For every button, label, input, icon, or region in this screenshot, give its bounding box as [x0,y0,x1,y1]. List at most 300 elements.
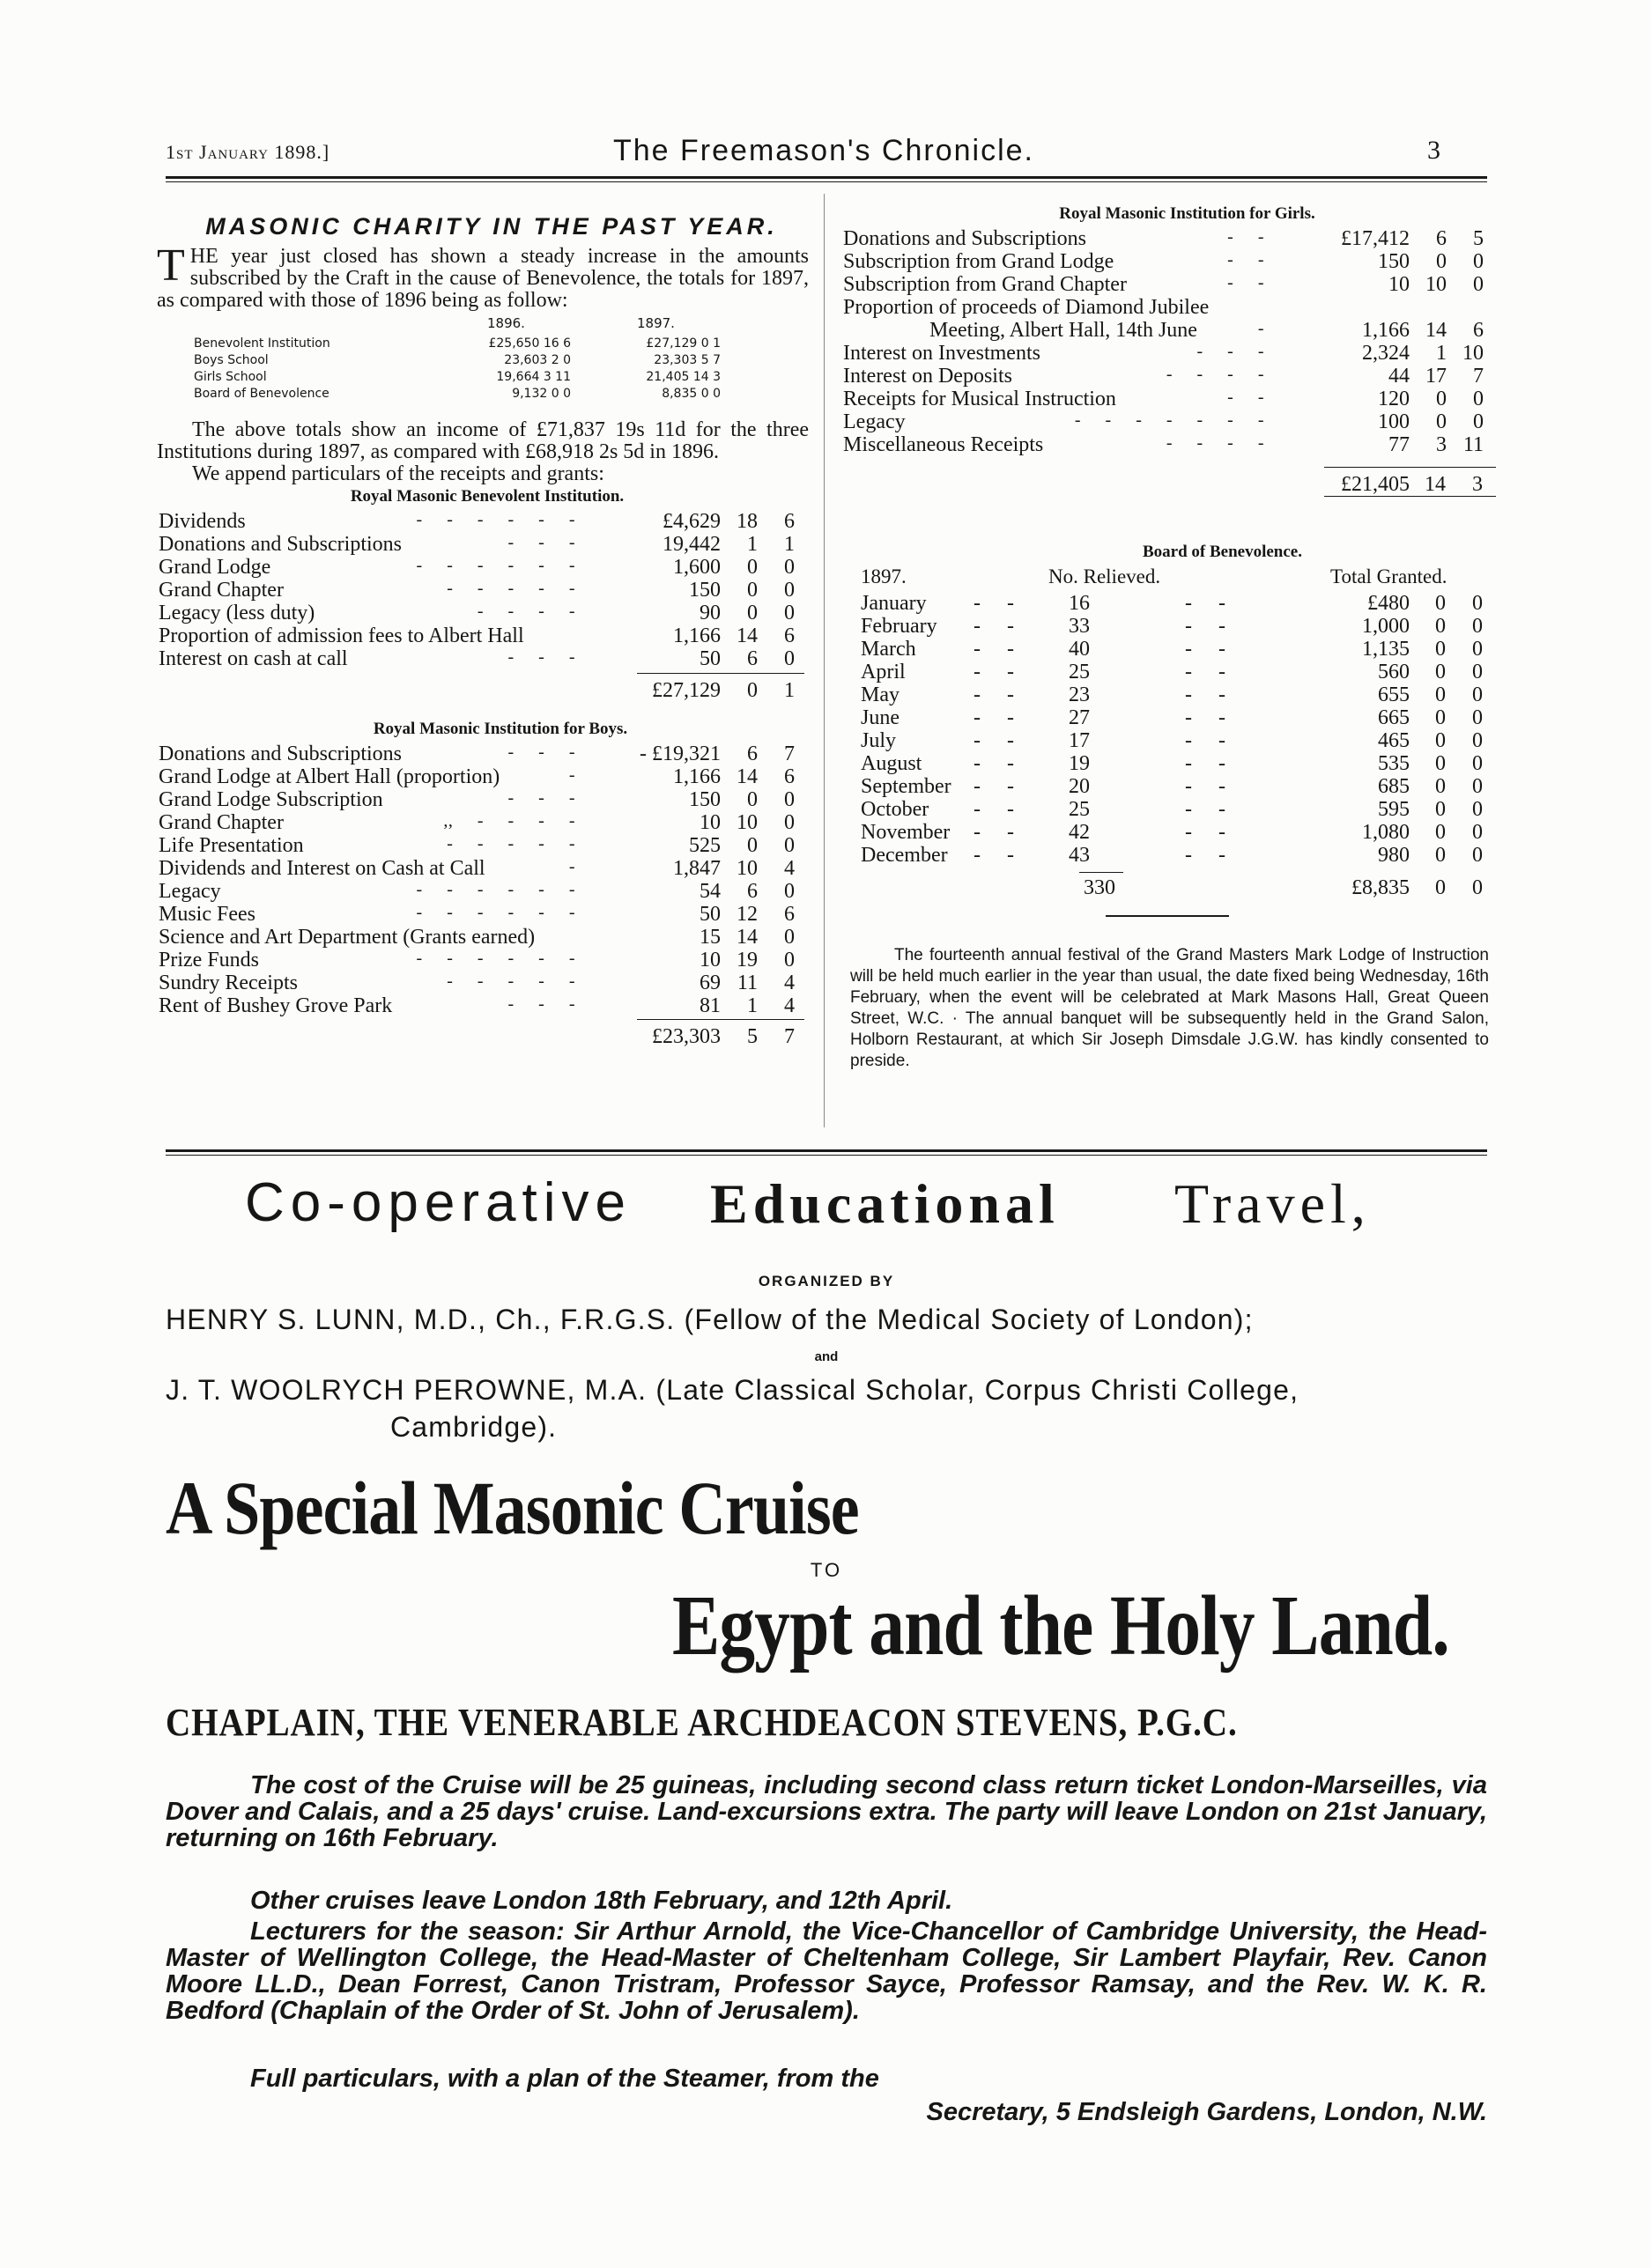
comparison-row [157,336,809,353]
receipt-label: Meeting, Albert Hall, 14th June [929,319,1197,342]
board-granted: 595 [1378,798,1410,821]
board-dash: - - [1185,706,1225,729]
col-1896: 1896. [487,315,525,331]
receipt-shillings: 14 [737,624,758,647]
receipt-pounds: 77 [1388,433,1410,456]
headline-cooperative: Co-operative [245,1172,632,1233]
board-dash: - - [974,661,1014,683]
lecturers-paragraph: Lecturers for the season: Sir Arthur Arnold, the Vice-Chancellor of Cambridge University, the Head-Master of Wellington College, the Head-Master of Cheltenham College, Sir Lambert Playfair, Rev. Canon Moore LL.D., Dean Forrest, Canon Tristram, Professor Sayce, Professor Ramsay, and the Rev. W. K. R. Bedford (Chaplain of the Order of St. John of Jerusalem). [166,1917,1487,2025]
receipt-pounds: - £19,321 [640,742,721,765]
receipt-pence: 7 [784,742,795,765]
board-granted: 465 [1378,729,1410,752]
cruise-title: A Special Masonic Cruise [166,1466,859,1550]
receipt-label: Interest on Investments [843,342,1040,365]
receipt-pence: 0 [784,811,795,834]
receipt-label: Sundry Receipts [159,971,298,994]
board-relieved: 43 [1069,844,1090,867]
receipt-dashes: - - - - - - - [1074,410,1264,430]
receipt-pence: 6 [784,510,795,533]
receipt-label: Donations and Subscriptions [843,227,1086,250]
board-total [841,873,1498,905]
board-pence: 0 [1472,706,1483,729]
receipt-shillings: 0 [1436,250,1447,273]
receipt-pence: 0 [1473,410,1484,433]
receipt-shillings: 10 [737,857,758,880]
board-dash: - - [1185,729,1225,752]
header-rule [166,176,1487,179]
board-shillings: 0 [1435,615,1446,638]
board-shillings: 0 [1435,592,1446,615]
receipt-pence: 0 [1473,388,1484,410]
boys-title: Royal Masonic Institution for Boys. [373,720,628,738]
board-pence: 0 [1472,638,1483,661]
receipt-row [157,880,809,903]
board-dash: - - [974,592,1014,615]
receipt-label: Proportion of admission fees to Albert Hall [159,624,524,647]
board-pence: 0 [1472,661,1483,683]
receipt-pounds: 1,166 [673,765,721,788]
receipt-row [157,647,809,670]
receipt-row [157,556,809,579]
receipt-pence: 6 [784,903,795,926]
receipt-label: Dividends [159,510,246,533]
chaplain: CHAPLAIN, THE VENERABLE ARCHDEACON STEVENS, P.G.C. [166,1701,1238,1744]
institution-name: Benevolent Institution [194,336,330,351]
receipt-dashes: - [1257,319,1264,338]
receipt-shillings: 6 [747,742,758,765]
receipt-pounds: 15 [700,926,721,949]
mark-lodge-notice: The fourteenth annual festival of the Grand Masters Mark Lodge of Instruction will be held much earlier in the year than usual, the date fixed being Wednesday, 16th February, when the event will be celebrated at Mark Masons Hall, Great Queen Street, W.C. · The annual banquet will be subsequently held in the Grand Salon, Holborn Restaurant, at which Sir Joseph Dimsdale J.G.W. has kindly consented to preside. [850,946,1489,1070]
receipt-pounds: 10 [700,949,721,971]
receipt-row [157,949,809,971]
receipt-dashes: - - - [1196,342,1264,361]
header-rule-thin [166,181,1487,182]
board-dash: - - [1185,798,1225,821]
destination: Egypt and the Holy Land. [672,1578,1449,1673]
col-relieved: No. Relieved. [1048,565,1161,587]
total-pounds: £8,835 [1351,876,1410,899]
receipt-pence: 0 [784,834,795,857]
girls-total [841,468,1498,503]
board-dash: - - [974,683,1014,706]
receipt-row [157,579,809,602]
receipt-dashes: - - - - [1166,433,1264,453]
board-row [841,729,1498,752]
receipt-row [841,342,1498,365]
organizer-lunn: HENRY S. LUNN, M.D., Ch., F.R.G.S. (Fellow of the Medical Society of London); [166,1304,1254,1335]
receipt-pounds: £4,629 [663,510,721,533]
total-shillings: 14 [1425,473,1446,496]
board-relieved: 16 [1069,592,1090,615]
board-shillings: 0 [1435,775,1446,798]
benevolent-table [157,506,809,669]
board-month: May [861,683,900,706]
board-pence: 0 [1472,729,1483,752]
receipt-shillings: 0 [747,579,758,602]
board-shillings: 0 [1435,729,1446,752]
receipt-pence: 6 [784,765,795,788]
other-cruises: Other cruises leave London 18th February, and 12th April. [250,1887,953,1915]
totals-paragraph: The above totals show an income of £71,837 19s 11d for the three Institutions during 1897, as compared with £68,918 2s 5d in 1896. [157,418,809,463]
board-row [841,683,1498,706]
receipt-dashes: - - - - - [447,579,575,598]
receipt-shillings: 18 [737,510,758,533]
value-1896: 23,603 2 0 [504,353,571,367]
receipt-shillings: 19 [737,949,758,971]
board-month: March [861,638,916,661]
receipt-label: Grand Chapter [159,579,284,602]
receipt-shillings: 17 [1425,365,1447,388]
comparison-row [157,387,809,403]
article-intro [157,240,809,312]
board-row [841,798,1498,821]
board-pence: 0 [1472,775,1483,798]
board-dash: - - [974,798,1014,821]
receipt-dashes: - - - [507,742,575,762]
receipt-row [841,319,1498,342]
board-dash: - - [974,729,1014,752]
column-divider [824,194,825,1127]
receipt-pounds: 50 [700,647,721,670]
receipt-row [841,388,1498,410]
board-pence: 0 [1472,821,1483,844]
girls-table [841,224,1498,454]
board-row [841,638,1498,661]
receipt-shillings: 0 [1436,388,1447,410]
board-dash: - - [974,615,1014,638]
col-granted: Total Granted. [1330,565,1447,587]
advert-separator [166,1149,1487,1152]
total-pence: 7 [784,1025,795,1048]
receipt-label: Rent of Bushey Grove Park [159,994,393,1017]
board-granted: 560 [1378,661,1410,683]
receipt-row [157,834,809,857]
value-1897: 21,405 14 3 [646,370,721,384]
receipt-dashes: - - - [507,994,575,1014]
receipt-dashes: - - - [507,647,575,667]
receipt-pence: 0 [784,579,795,602]
board-row [841,821,1498,844]
comparison-row [157,370,809,387]
receipt-label: Grand Chapter [159,811,284,834]
receipt-shillings: 14 [737,926,758,949]
board-relieved: 27 [1069,706,1090,729]
receipt-label: Donations and Subscriptions [159,742,402,765]
receipt-pence: 6 [784,624,795,647]
board-relieved: 17 [1069,729,1090,752]
receipt-pounds: 81 [700,994,721,1017]
board-dash: - - [1185,615,1225,638]
board-pence: 0 [1472,844,1483,867]
receipt-label: Grand Lodge at Albert Hall (proportion) [159,765,500,788]
value-1896: 19,664 3 11 [496,370,571,384]
receipt-pence: 0 [784,602,795,624]
receipt-label: Prize Funds [159,949,259,971]
institution-name: Board of Benevolence [194,387,329,401]
board-month: July [861,729,897,752]
organizer-perowne-cont: Cambridge). [390,1411,558,1443]
intro-text: HE year just closed has shown a steady increase in the amounts subscribed by the Craft in the cause of Benevolence, the totals for 1897, as compared with those of 1896 being as follow: [157,245,809,312]
receipt-pounds: 69 [700,971,721,994]
receipt-pence: 4 [784,857,795,880]
board-pence: 0 [1472,798,1483,821]
receipt-row [841,365,1498,388]
receipt-dashes: - - [1227,227,1264,247]
receipt-dashes: - - - - - - [416,903,575,922]
total-shillings: 5 [747,1025,758,1048]
receipt-shillings: 0 [747,834,758,857]
advert-headline [166,1163,1487,1251]
receipt-pounds: 19,442 [663,533,721,556]
total-pounds: £23,303 [652,1025,721,1048]
board-month: August [861,752,922,775]
receipt-pounds: 150 [1378,250,1410,273]
receipt-pounds: 100 [1378,410,1410,433]
receipt-label: Dividends and Interest on Cash at Call [159,857,485,880]
receipt-shillings: 14 [1425,319,1447,342]
board-relieved: 42 [1069,821,1090,844]
total-pence: 3 [1472,473,1483,496]
to-label: TO [810,1559,843,1581]
receipt-pence: 0 [784,556,795,579]
receipt-pence: 0 [1473,250,1484,273]
receipt-pence: 6 [1473,319,1484,342]
receipt-pence: 10 [1462,342,1484,365]
cost-paragraph: The cost of the Cruise will be 25 guineas, including second class return ticket London-Marseilles, via Dover and Calais, and a 25 days' cruise. Land-excursions extra. The party will leave London on 21st January, returning on 16th February. [166,1771,1487,1852]
receipt-row [157,624,809,647]
headline-travel: Travel, [1174,1172,1371,1235]
board-relieved: 25 [1069,661,1090,683]
receipt-shillings: 0 [1436,410,1447,433]
board-shillings: 0 [1435,683,1446,706]
board-dash: - - [974,638,1014,661]
board-header [841,562,1498,588]
receipt-row [157,788,809,811]
receipt-row [157,602,809,624]
receipt-shillings: 1 [747,994,758,1017]
receipt-dashes: - [568,857,575,876]
receipt-pence: 0 [784,880,795,903]
receipt-pounds: 1,166 [673,624,721,647]
advert-separator-thin [166,1155,1487,1156]
receipt-shillings: 10 [1425,273,1447,296]
receipt-pence: 4 [784,971,795,994]
receipt-label: Science and Art Department (Grants earned) [159,926,536,949]
benevolent-title: Royal Masonic Benevolent Institution. [350,487,625,506]
value-1896: 9,132 0 0 [512,387,571,401]
receipt-shillings: 0 [747,602,758,624]
receipt-row [157,994,809,1017]
board-dash: - - [1185,638,1225,661]
receipt-pence: 7 [1473,365,1484,388]
receipt-pounds: 150 [689,788,721,811]
receipt-row [157,811,809,834]
receipt-row [157,903,809,926]
board-dash: - - [1185,592,1225,615]
board-shillings: 0 [1435,798,1446,821]
receipt-label: Legacy [843,410,906,433]
value-1897: £27,129 0 1 [646,336,721,351]
receipt-row [841,273,1498,296]
board-relieved: 40 [1069,638,1090,661]
receipt-row [157,926,809,949]
receipt-dashes: - - - [507,533,575,552]
girls-title: Royal Masonic Institution for Girls. [1059,204,1315,223]
total-shillings: 0 [747,679,758,702]
board-relieved: 23 [1069,683,1090,706]
board-row [841,615,1498,638]
receipt-row [157,533,809,556]
receipt-pounds: 50 [700,903,721,926]
board-dash: - - [974,775,1014,798]
board-granted: 655 [1378,683,1410,706]
board-month: September [861,775,951,798]
board-month: June [861,706,900,729]
board-pence: 0 [1472,752,1483,775]
board-granted: 685 [1378,775,1410,798]
receipt-pounds: 120 [1378,388,1410,410]
receipt-shillings: 1 [1436,342,1447,365]
receipt-pence: 0 [784,949,795,971]
organized-by: ORGANIZED BY [758,1273,895,1289]
receipt-dashes: - - - - - - [416,510,575,529]
receipt-pence: 0 [784,788,795,811]
receipt-shillings: 6 [1436,227,1447,250]
receipt-label: Music Fees [159,903,255,926]
board-shillings: 0 [1435,821,1446,844]
value-1897: 8,835 0 0 [662,387,721,401]
girls-total-underline [1324,496,1496,497]
board-relieved: 25 [1069,798,1090,821]
board-dash: - - [1185,752,1225,775]
board-relieved: 19 [1069,752,1090,775]
receipt-pounds: 525 [689,834,721,857]
board-row [841,661,1498,683]
board-relieved: 20 [1069,775,1090,798]
organizer-perowne: J. T. WOOLRYCH PEROWNE, M.A. (Late Classical Scholar, Corpus Christi College, [166,1374,1299,1406]
receipt-dashes: - - [1227,273,1264,292]
receipt-row [841,227,1498,250]
board-dash: - - [1185,661,1225,683]
receipt-shillings: 14 [737,765,758,788]
board-granted: £480 [1367,592,1410,615]
receipt-pence: 1 [784,533,795,556]
receipt-shillings: 6 [747,647,758,670]
receipt-shillings: 12 [737,903,758,926]
benevolent-total [157,674,809,709]
receipt-row [841,250,1498,273]
board-month: December [861,844,948,867]
board-granted: 665 [1378,706,1410,729]
page-number: 3 [1427,136,1440,165]
col-year: 1897. [861,565,907,587]
receipt-dashes: - - - - - - [416,949,575,968]
receipt-pounds: 2,324 [1362,342,1410,365]
board-dash: - - [974,821,1014,844]
journal-title: The Freemason's Chronicle. [613,134,1034,167]
left-column [157,194,809,1055]
total-shillings: 0 [1435,876,1446,899]
receipt-pence: 0 [784,926,795,949]
board-month: October [861,798,929,821]
right-column [841,204,1498,1072]
receipt-label: Interest on cash at call [159,647,348,670]
secretary-address: Secretary, 5 Endsleigh Gardens, London, N.W. [926,2098,1487,2126]
receipt-dashes: - - [1227,250,1264,270]
board-granted: 535 [1378,752,1410,775]
board-pence: 0 [1472,683,1483,706]
full-particulars: Full particulars, with a plan of the Steamer, from the [250,2065,879,2093]
col-1897: 1897. [637,315,675,331]
receipt-pence: 11 [1462,433,1484,456]
receipt-label: Miscellaneous Receipts [843,433,1044,456]
board-shillings: 0 [1435,706,1446,729]
receipt-dashes: - - - - [477,602,575,621]
receipt-label: Interest on Deposits [843,365,1012,388]
board-shillings: 0 [1435,844,1446,867]
receipt-label: Grand Lodge Subscription [159,788,383,811]
receipt-pounds: 1,600 [673,556,721,579]
board-month: January [861,592,927,615]
receipt-pounds: 1,166 [1362,319,1410,342]
total-relieved: 330 [1084,876,1115,899]
value-1897: 23,303 5 7 [654,353,721,367]
receipt-row [157,765,809,788]
total-pence: 0 [1472,876,1483,899]
board-granted: 980 [1378,844,1410,867]
board-dash: - - [1185,844,1225,867]
boys-total [157,1020,809,1055]
board-relieved: 33 [1069,615,1090,638]
receipt-row [841,296,1498,319]
receipt-pence: 0 [1473,273,1484,296]
value-1896: £25,650 16 6 [488,336,571,351]
receipt-label: Donations and Subscriptions [159,533,402,556]
receipt-dashes: - - - - - - [416,880,575,899]
institution-name: Boys School [194,353,269,367]
board-dash: - - [1185,775,1225,798]
receipt-pence: 4 [784,994,795,1017]
board-dash: - - [1185,683,1225,706]
advertisement [166,1163,1487,2126]
receipt-pence: 0 [784,647,795,670]
receipt-shillings: 11 [737,971,758,994]
receipt-label: Life Presentation [159,834,304,857]
headline-educational: Educational [710,1172,1060,1235]
comparison-row [157,353,809,370]
total-pounds: £21,405 [1341,473,1410,496]
receipt-label: Legacy (less duty) [159,602,315,624]
board-row [841,752,1498,775]
board-shillings: 0 [1435,661,1446,683]
receipt-shillings: 0 [747,788,758,811]
receipt-pounds: 44 [1388,365,1410,388]
board-dash: - - [974,844,1014,867]
board-dash: - - [974,706,1014,729]
receipt-pounds: 1,847 [673,857,721,880]
receipt-shillings: 10 [737,811,758,834]
receipt-shillings: 0 [747,556,758,579]
receipt-row [157,510,809,533]
comparison-table [157,312,809,426]
receipt-label: Legacy [159,880,221,903]
receipt-label: Grand Lodge [159,556,271,579]
receipt-dashes: - - - [507,788,575,808]
receipt-label: Proportion of proceeds of Diamond Jubilee [843,296,1210,319]
receipt-dashes: - - - - - - [416,556,575,575]
institution-name: Girls School [194,370,267,384]
board-shillings: 0 [1435,752,1446,775]
